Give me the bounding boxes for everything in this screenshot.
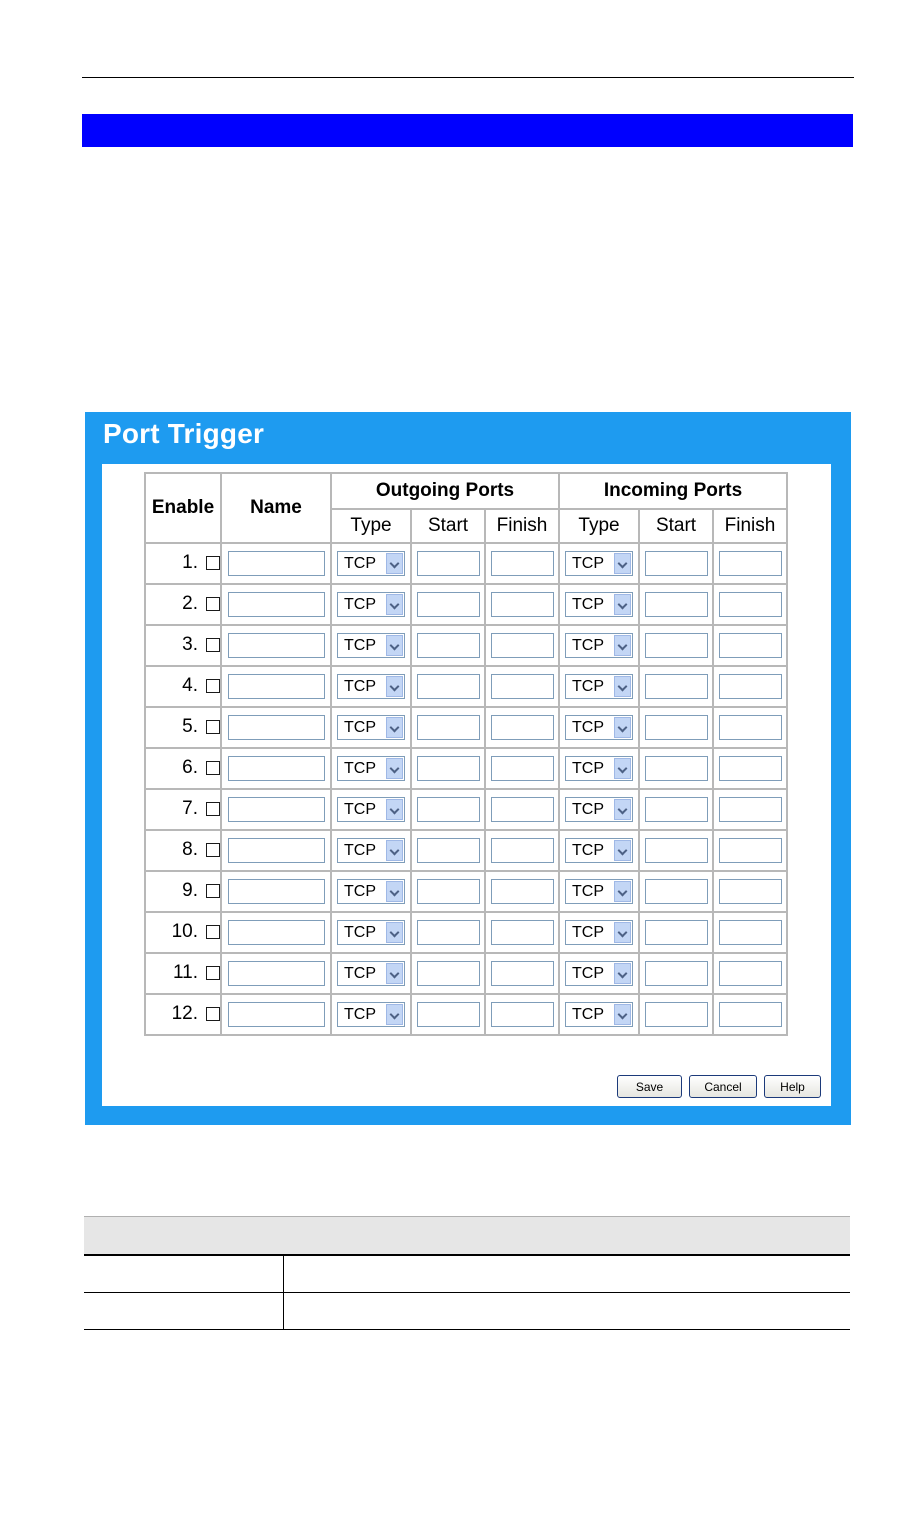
- outgoing-finish-input[interactable]: [491, 633, 554, 658]
- enable-cell: [145, 912, 221, 953]
- outgoing-type-select[interactable]: [337, 592, 405, 617]
- incoming-finish-input[interactable]: [719, 756, 782, 781]
- chevron-down-icon: [386, 676, 403, 697]
- outgoing-type-value: TCP: [344, 964, 376, 982]
- incoming-type-select[interactable]: [565, 715, 633, 740]
- name-input[interactable]: [228, 674, 325, 699]
- outgoing-start-input[interactable]: [417, 756, 480, 781]
- table-row: [145, 912, 787, 953]
- outgoing-type-select[interactable]: [337, 920, 405, 945]
- name-input[interactable]: [228, 920, 325, 945]
- cancel-button[interactable]: Cancel: [689, 1075, 757, 1098]
- incoming-type-select[interactable]: [565, 756, 633, 781]
- name-input[interactable]: [228, 838, 325, 863]
- save-button[interactable]: Save: [617, 1075, 682, 1098]
- in-start-header: Start: [639, 509, 713, 543]
- chevron-down-icon: [614, 758, 631, 779]
- enable-checkbox[interactable]: [206, 761, 220, 775]
- outgoing-start-input[interactable]: [417, 797, 480, 822]
- outgoing-type-select[interactable]: [337, 756, 405, 781]
- table-row: [145, 543, 787, 584]
- outgoing-type-value: TCP: [344, 677, 376, 695]
- outgoing-start-input[interactable]: [417, 715, 480, 740]
- enable-cell: [145, 625, 221, 666]
- incoming-finish-input[interactable]: [719, 879, 782, 904]
- chevron-down-icon: [386, 635, 403, 656]
- outgoing-type-value: TCP: [344, 718, 376, 736]
- outgoing-type-select[interactable]: [337, 838, 405, 863]
- row-number: 5.: [182, 716, 198, 738]
- outgoing-type-value: TCP: [344, 800, 376, 818]
- outgoing-finish-input[interactable]: [491, 961, 554, 986]
- incoming-finish-input[interactable]: [719, 674, 782, 699]
- name-input[interactable]: [228, 592, 325, 617]
- outgoing-type-value: TCP: [344, 595, 376, 613]
- enable-cell: [145, 748, 221, 789]
- row-number: 12.: [171, 1003, 198, 1025]
- outgoing-type-value: TCP: [344, 882, 376, 900]
- row-number: 11.: [172, 962, 198, 984]
- chevron-down-icon: [386, 840, 403, 861]
- enable-checkbox[interactable]: [206, 966, 220, 980]
- chevron-down-icon: [386, 553, 403, 574]
- outgoing-finish-input[interactable]: [491, 551, 554, 576]
- description-table-row: [84, 1256, 850, 1293]
- incoming-finish-input[interactable]: [719, 797, 782, 822]
- outgoing-start-input[interactable]: [417, 920, 480, 945]
- out-finish-header: Finish: [485, 509, 559, 543]
- enable-checkbox[interactable]: [206, 679, 220, 693]
- enable-cell: [145, 666, 221, 707]
- incoming-start-input[interactable]: [645, 756, 708, 781]
- incoming-type-value: TCP: [572, 595, 604, 613]
- outgoing-type-select[interactable]: [337, 961, 405, 986]
- table-row: [145, 666, 787, 707]
- incoming-type-select[interactable]: [565, 633, 633, 658]
- incoming-start-input[interactable]: [645, 838, 708, 863]
- enable-checkbox[interactable]: [206, 884, 220, 898]
- enable-header: Enable: [145, 473, 221, 543]
- incoming-start-input[interactable]: [645, 633, 708, 658]
- incoming-type-select[interactable]: [565, 592, 633, 617]
- enable-cell: [145, 830, 221, 871]
- incoming-start-input[interactable]: [645, 961, 708, 986]
- incoming-type-value: TCP: [572, 1005, 604, 1023]
- outgoing-finish-input[interactable]: [491, 1002, 554, 1027]
- description-table-row: [84, 1293, 850, 1330]
- name-input[interactable]: [228, 797, 325, 822]
- panel-content: [102, 464, 831, 1106]
- chevron-down-icon: [386, 963, 403, 984]
- enable-cell: [145, 953, 221, 994]
- incoming-type-select[interactable]: [565, 961, 633, 986]
- enable-checkbox[interactable]: [206, 638, 220, 652]
- enable-checkbox[interactable]: [206, 720, 220, 734]
- incoming-type-value: TCP: [572, 636, 604, 654]
- chevron-down-icon: [614, 717, 631, 738]
- chevron-down-icon: [386, 799, 403, 820]
- outgoing-ports-header: Outgoing Ports: [331, 473, 559, 509]
- outgoing-start-input[interactable]: [417, 1002, 480, 1027]
- section-banner: [82, 114, 853, 147]
- name-input[interactable]: [228, 551, 325, 576]
- incoming-start-input[interactable]: [645, 674, 708, 699]
- table-row: [145, 871, 787, 912]
- outgoing-finish-input[interactable]: [491, 797, 554, 822]
- chevron-down-icon: [386, 717, 403, 738]
- incoming-type-value: TCP: [572, 759, 604, 777]
- outgoing-type-select[interactable]: [337, 674, 405, 699]
- outgoing-type-select[interactable]: [337, 633, 405, 658]
- table-row: [145, 830, 787, 871]
- outgoing-start-input[interactable]: [417, 592, 480, 617]
- chevron-down-icon: [614, 676, 631, 697]
- help-button[interactable]: Help: [764, 1075, 821, 1098]
- page-title: Port Trigger: [103, 418, 265, 449]
- chevron-down-icon: [614, 922, 631, 943]
- incoming-finish-input[interactable]: [719, 1002, 782, 1027]
- enable-cell: [145, 707, 221, 748]
- outgoing-start-input[interactable]: [417, 879, 480, 904]
- incoming-finish-input[interactable]: [719, 633, 782, 658]
- incoming-type-value: TCP: [572, 882, 604, 900]
- incoming-finish-input[interactable]: [719, 920, 782, 945]
- outgoing-start-input[interactable]: [417, 674, 480, 699]
- incoming-start-input[interactable]: [645, 879, 708, 904]
- incoming-start-input[interactable]: [645, 1002, 708, 1027]
- chevron-down-icon: [386, 922, 403, 943]
- outgoing-finish-input[interactable]: [491, 592, 554, 617]
- enable-checkbox[interactable]: [206, 556, 220, 570]
- chevron-down-icon: [614, 963, 631, 984]
- chevron-down-icon: [386, 758, 403, 779]
- incoming-type-select[interactable]: [565, 551, 633, 576]
- description-table: [84, 1216, 850, 1330]
- outgoing-type-value: TCP: [344, 759, 376, 777]
- incoming-type-select[interactable]: [565, 797, 633, 822]
- incoming-type-select[interactable]: [565, 879, 633, 904]
- outgoing-finish-input[interactable]: [491, 838, 554, 863]
- outgoing-type-select[interactable]: [337, 1002, 405, 1027]
- row-number: 7.: [182, 798, 198, 820]
- enable-cell: [145, 789, 221, 830]
- name-input[interactable]: [228, 879, 325, 904]
- name-input[interactable]: [228, 961, 325, 986]
- incoming-type-select[interactable]: [565, 1002, 633, 1027]
- outgoing-type-value: TCP: [344, 923, 376, 941]
- outgoing-type-value: TCP: [344, 1005, 376, 1023]
- out-start-header: Start: [411, 509, 485, 543]
- incoming-finish-input[interactable]: [719, 592, 782, 617]
- incoming-type-value: TCP: [572, 964, 604, 982]
- incoming-finish-input[interactable]: [719, 838, 782, 863]
- name-input[interactable]: [228, 756, 325, 781]
- row-number: 3.: [182, 634, 198, 656]
- incoming-finish-input[interactable]: [719, 715, 782, 740]
- enable-checkbox[interactable]: [206, 597, 220, 611]
- name-input[interactable]: [228, 1002, 325, 1027]
- incoming-type-select[interactable]: [565, 838, 633, 863]
- table-row: [145, 748, 787, 789]
- row-number: 2.: [182, 593, 198, 615]
- incoming-type-value: TCP: [572, 841, 604, 859]
- outgoing-start-input[interactable]: [417, 838, 480, 863]
- outgoing-type-value: TCP: [344, 636, 376, 654]
- outgoing-finish-input[interactable]: [491, 756, 554, 781]
- table-row: [145, 953, 787, 994]
- outgoing-finish-input[interactable]: [491, 920, 554, 945]
- enable-cell: [145, 543, 221, 584]
- incoming-start-input[interactable]: [645, 551, 708, 576]
- in-finish-header: Finish: [713, 509, 787, 543]
- outgoing-type-value: TCP: [344, 841, 376, 859]
- enable-checkbox[interactable]: [206, 925, 220, 939]
- incoming-finish-input[interactable]: [719, 961, 782, 986]
- outgoing-start-input[interactable]: [417, 633, 480, 658]
- table-row: [145, 625, 787, 666]
- enable-cell: [145, 994, 221, 1035]
- outgoing-type-value: TCP: [344, 554, 376, 572]
- incoming-type-select[interactable]: [565, 674, 633, 699]
- row-number: 9.: [182, 880, 198, 902]
- table-row: [145, 789, 787, 830]
- chevron-down-icon: [614, 594, 631, 615]
- enable-cell: [145, 871, 221, 912]
- port-trigger-table: [144, 472, 788, 1036]
- row-number: 6.: [182, 757, 198, 779]
- chevron-down-icon: [386, 881, 403, 902]
- outgoing-start-input[interactable]: [417, 961, 480, 986]
- row-number: 10.: [171, 921, 198, 943]
- enable-checkbox[interactable]: [206, 1007, 220, 1021]
- table-row: [145, 707, 787, 748]
- chevron-down-icon: [614, 1004, 631, 1025]
- row-number: 8.: [182, 839, 198, 861]
- name-input[interactable]: [228, 715, 325, 740]
- outgoing-finish-input[interactable]: [491, 674, 554, 699]
- port-trigger-panel: [85, 412, 851, 1125]
- top-rule: [82, 77, 854, 78]
- chevron-down-icon: [614, 881, 631, 902]
- incoming-type-value: TCP: [572, 677, 604, 695]
- outgoing-type-select[interactable]: [337, 879, 405, 904]
- incoming-start-input[interactable]: [645, 715, 708, 740]
- name-input[interactable]: [228, 633, 325, 658]
- outgoing-type-select[interactable]: [337, 797, 405, 822]
- out-type-header: Type: [331, 509, 411, 543]
- incoming-type-value: TCP: [572, 718, 604, 736]
- incoming-type-value: TCP: [572, 554, 604, 572]
- table-row: [145, 584, 787, 625]
- outgoing-start-input[interactable]: [417, 551, 480, 576]
- table-row: [145, 994, 787, 1035]
- chevron-down-icon: [614, 799, 631, 820]
- row-number: 1.: [182, 552, 198, 574]
- name-header: Name: [221, 473, 331, 543]
- chevron-down-icon: [614, 840, 631, 861]
- enable-checkbox[interactable]: [206, 802, 220, 816]
- description-table-header: [84, 1216, 850, 1256]
- outgoing-finish-input[interactable]: [491, 879, 554, 904]
- incoming-type-value: TCP: [572, 923, 604, 941]
- outgoing-finish-input[interactable]: [491, 715, 554, 740]
- outgoing-type-select[interactable]: [337, 715, 405, 740]
- enable-checkbox[interactable]: [206, 843, 220, 857]
- chevron-down-icon: [614, 635, 631, 656]
- incoming-start-input[interactable]: [645, 797, 708, 822]
- chevron-down-icon: [386, 1004, 403, 1025]
- incoming-finish-input[interactable]: [719, 551, 782, 576]
- row-number: 4.: [182, 675, 198, 697]
- incoming-ports-header: Incoming Ports: [559, 473, 787, 509]
- in-type-header: Type: [559, 509, 639, 543]
- incoming-type-value: TCP: [572, 800, 604, 818]
- incoming-start-input[interactable]: [645, 592, 708, 617]
- outgoing-type-select[interactable]: [337, 551, 405, 576]
- incoming-type-select[interactable]: [565, 920, 633, 945]
- chevron-down-icon: [614, 553, 631, 574]
- chevron-down-icon: [386, 594, 403, 615]
- incoming-start-input[interactable]: [645, 920, 708, 945]
- enable-cell: [145, 584, 221, 625]
